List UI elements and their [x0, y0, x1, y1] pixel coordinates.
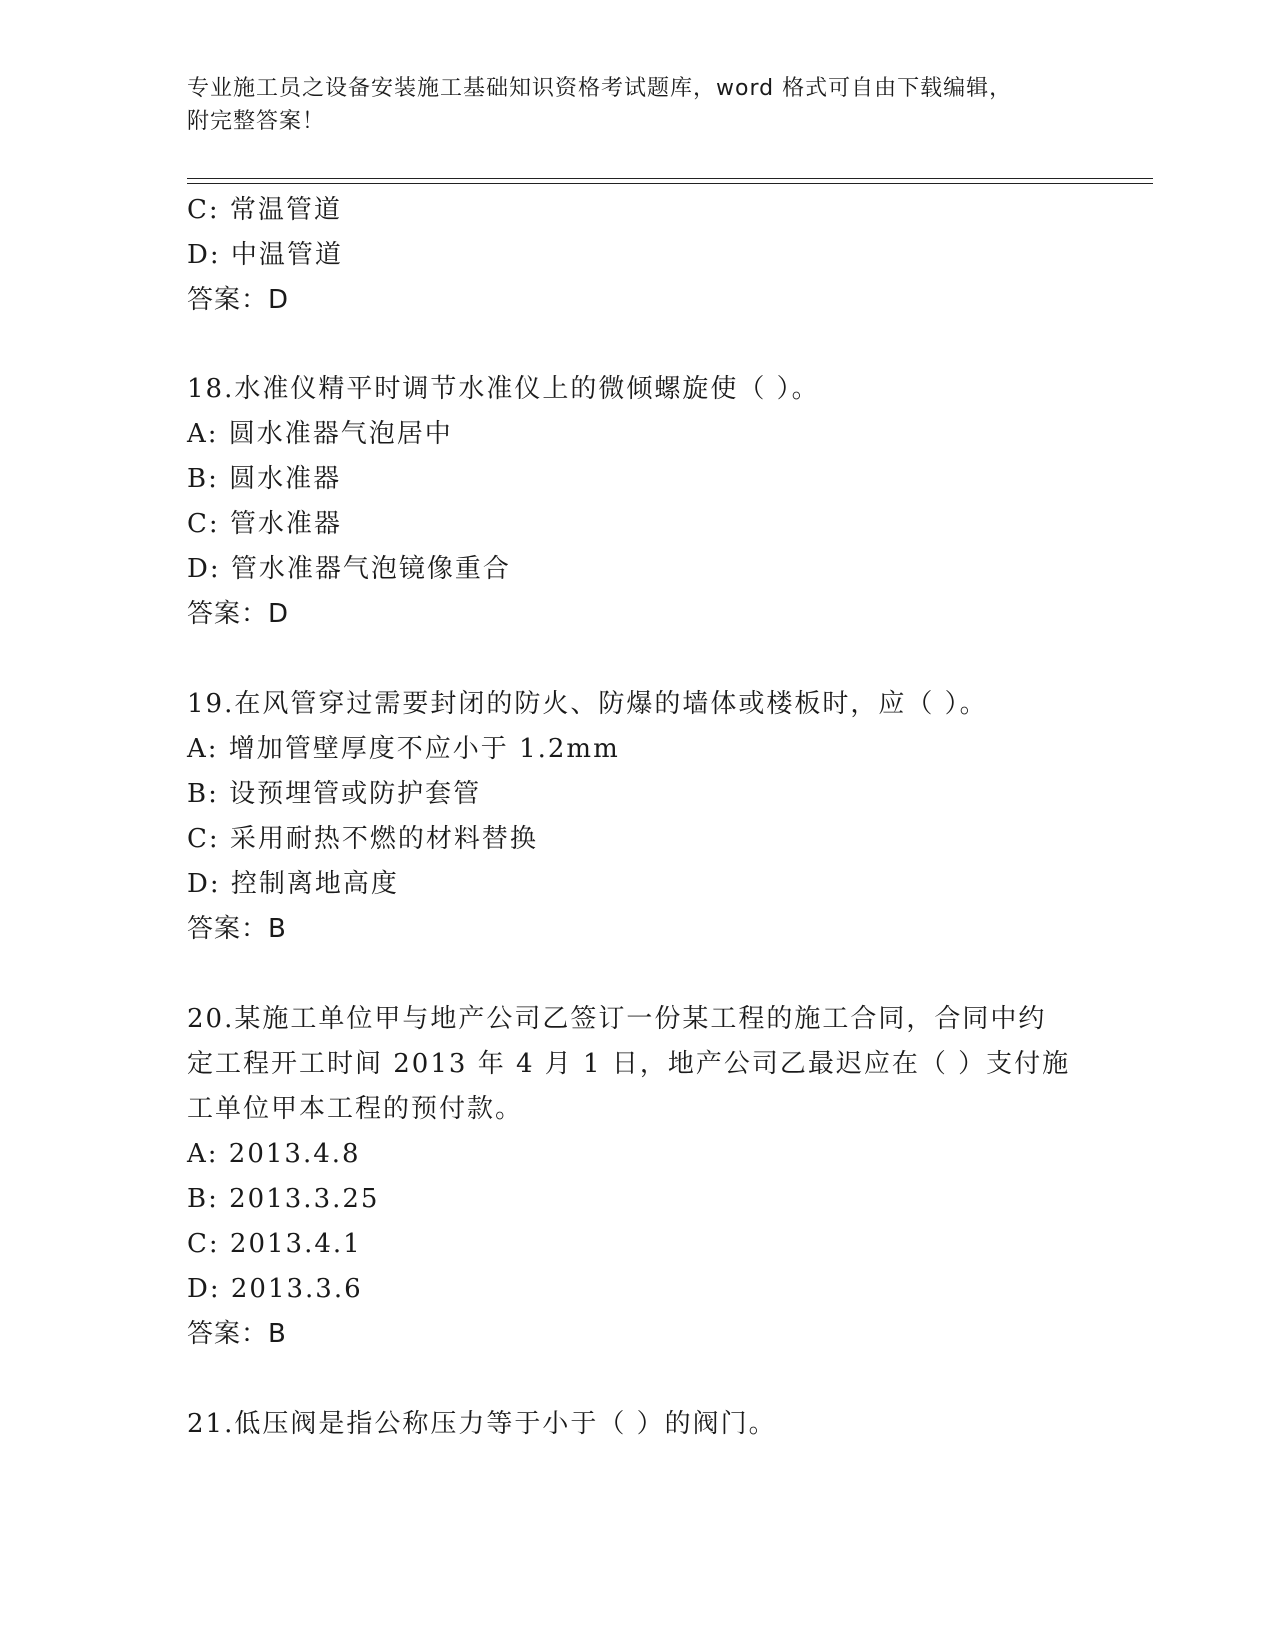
- header-divider-top: [187, 178, 1153, 179]
- q17-answer: 答案：D: [187, 285, 290, 315]
- q17-option-c: C: 常温管道: [187, 195, 342, 225]
- q18-answer: 答案：D: [187, 599, 290, 629]
- q20-option-a: A: 2013.4.8: [187, 1139, 361, 1169]
- q18-option-b: B: 圆水准器: [187, 464, 342, 494]
- q17-option-d: D: 中温管道: [187, 240, 343, 270]
- q19-option-a: A: 增加管壁厚度不应小于 1.2mm: [187, 734, 620, 764]
- q19-option-c: C: 采用耐热不燃的材料替换: [187, 824, 538, 854]
- q20-question-line-3: 工单位甲本工程的预付款。: [187, 1094, 524, 1124]
- document-header: [187, 72, 1067, 138]
- q18-option-c: C: 管水准器: [187, 509, 342, 539]
- header-line-1: 专业施工员之设备安装施工基础知识资格考试题库，word 格式可自由下载编辑，: [187, 76, 1013, 101]
- q20-option-c: C: 2013.4.1: [187, 1229, 362, 1259]
- q19-option-d: D: 控制离地高度: [187, 869, 399, 899]
- q20-question-line-2: 定工程开工时间 2013 年 4 月 1 日，地产公司乙最迟应在（ ）支付施: [187, 1049, 1071, 1079]
- q19-question: 19.在风管穿过需要封闭的防火、防爆的墙体或楼板时，应（ ）。: [187, 689, 988, 719]
- q20-option-d: D: 2013.3.6: [187, 1274, 363, 1304]
- header-line-2: 附完整答案！: [187, 109, 326, 134]
- q20-answer: 答案：B: [187, 1319, 287, 1349]
- q20-option-b: B: 2013.3.25: [187, 1184, 380, 1214]
- q18-option-d: D: 管水准器气泡镜像重合: [187, 554, 511, 584]
- q21-question: 21.低压阀是指公称压力等于小于（ ）的阀门。: [187, 1409, 777, 1439]
- q19-option-b: B: 设预埋管或防护套管: [187, 779, 482, 809]
- q19-answer: 答案：B: [187, 914, 287, 944]
- q18-option-a: A: 圆水准器气泡居中: [187, 419, 453, 449]
- header-divider-bottom: [187, 183, 1153, 184]
- q20-question-line-1: 20.某施工单位甲与地产公司乙签订一份某工程的施工合同，合同中约: [187, 1004, 1047, 1034]
- q18-question: 18.水准仪精平时调节水准仪上的微倾螺旋使（ ）。: [187, 374, 820, 404]
